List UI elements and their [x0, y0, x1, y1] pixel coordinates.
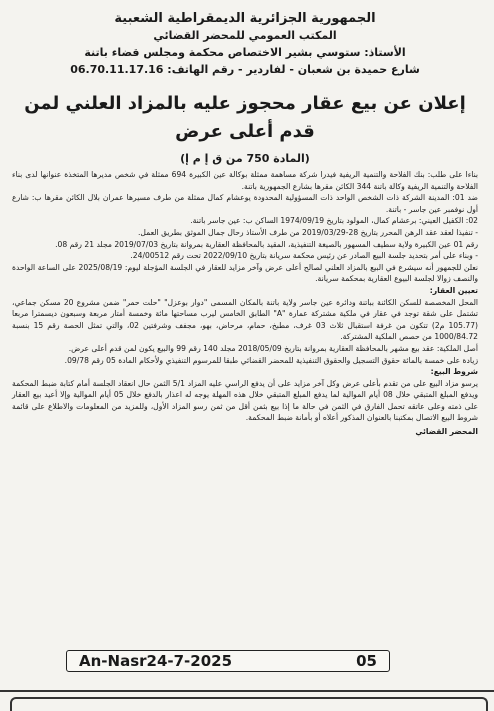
- section-label: شروط البيع:: [430, 367, 478, 377]
- next-notice-frame: [10, 697, 488, 711]
- notice-title: إعلان عن بيع عقار محجوز عليه بالمزاد العلني لمن قدم أعلى عرض: [24, 93, 466, 142]
- notice-header: [8, 10, 482, 78]
- office-line: المكتب العمومي للمحضر القضائي: [153, 29, 337, 42]
- body-paragraph: 02: الكفيل العيني: برعشام كمال، المولود بتاريخ 1974/09/19 الساكن ب: عين جاسر باتنة.: [190, 216, 478, 226]
- body-paragraph: - تنفيذا لعقد عقد الرهن المحرر بتاريخ 28-2019/03/29 من طرف الأستاذ رحال جمال الموثق بطريق العمل.: [138, 227, 478, 237]
- newspaper-name-date: An-Nasr24-7-2025: [79, 652, 233, 670]
- body-paragraph: أصل الملكية: عقد بيع مشهر بالمحافظة العقارية بمروانة بتاريخ 2018/05/09 مجلد 140 رقم 99 والبيع يكون لمن قدم أعلى عرض.: [68, 343, 478, 353]
- signature-label: المحضر القضائي: [415, 427, 478, 437]
- bailiff-line: الأستاذ: ستوسي بشير الاختصاص محكمة ومجلس قضاء باتنة: [84, 46, 406, 59]
- legal-notice: [8, 10, 482, 650]
- body-paragraph: - وبناء على أمر بتحديد جلسة البيع الصادر عن رئيس محكمة سريانة بتاريخ 2022/09/10 تحت رقم 24/00512.: [130, 251, 478, 261]
- section-label: تعيين العقار:: [429, 285, 478, 295]
- republic-line: الجمهورية الجزائرية الديمقراطية الشعبية: [114, 11, 376, 26]
- body-paragraph: نعلن للجمهور أنه سيشرع في البيع بالمزاد العلني لصالح أعلى عرض وآخر مزايد للعقار في الجلسة المؤجلة ليوم: 2025/08/19 على الساعة الواحدة والنصف زوالا لجلسة البيوع العقارية بمحكمة سريانة.: [12, 262, 478, 284]
- body-paragraph: يرسو مزاد البيع على من تقدم بأعلى عرض وكل آخر مزايد على أن يدفع الراسي عليه المزاد 5/1 الثمن حال انعقاد الجلسة أمام كتابة ضبط المحكمة ويدفع المبلغ المتبقي خلال 08 أيام الموالية لما يدفع المبلغ المتبقي خلال هذه المهلة يوجه له اعذار بالدفع خلال 05 أيام الموالية وإلا أعيد بيع العقار على ذمته وعلى عاتقه تحمل الفارق في الثمن في حالة ما إذا بيع بثمن أقل من ثمن رسو المزاد الأول، وللمزيد من المعلومات والاطلاع على قائمة شروط البيع الاتصال بمكتبنا بالعنوان المذكور أعلاه أو بأمانة ضبط المحكمة.: [12, 378, 478, 423]
- body-paragraph: ضد 01: المدينة الشركة ذات الشخص الواحد ذات المسؤولية المحدودة يوعشام كمال ممثلة من طرف مسيرها عمران بلال الكائن مقرها ب: شارع أول نوفمبر عين جاسر - باتنة.: [12, 193, 478, 214]
- page-number: 05: [356, 652, 377, 670]
- footer-bar: [66, 650, 390, 672]
- body-paragraph: المحل المخصصة للسكن الكائنة بباتنة ودائرة عين جاسر ولاية باتنة بالمكان المسمى "دوار بوعزل" "حلت حمر" ضمن مشروع 20 مسكن جماعي، تشتمل على شقة توجد في عقار في ملكية مشتركة عمارة "A" الطابق الخامس ليرب مساحتها مائة وخمسة أمتار مربعة وسبعون ديسمترا مربعا (105.77 م2) تتكون من غرفة استقبال ثلاث 03 غرف، مطبخ، حمام، مرحاض، بهو، مجفف وشرفتين 02، والتي تمثل الحصة رقم 15 بنسبة 1000/84.72 من حصص الملكية المشتركة.: [12, 297, 478, 342]
- body-paragraph: زيادة على خمسة بالمائة حقوق التسجيل والحقوق التنفيذية للمحضر القضائي طبقا للمرسوم التنفيذي ولأحكام المادة 05 رقم 09/78.: [64, 355, 478, 365]
- body-paragraph: بناءا على طلب: بنك الفلاحة والتنمية الريفية فيدرا شركة مساهمة ممثلة بوكالة عين الكبيرة 694 ممثلة في شخص مديرها المتخذة عنوانها لدى بناء الفلاحة والتنمية الريفية وكالة باتنة 344 الكائن مقرها بشارع الجمهورية باتنة.: [12, 170, 478, 191]
- address-line: شارع حميدة بن شعبان - لفاردير - رقم الهاتف: 06.70.11.17.16: [70, 63, 420, 76]
- body-paragraph: رقم 01 عين الكبيرة ولاية سطيف المسهور بالصيغة التنفيذية، المقيد بالمحافظة العقارية بمروانة بتاريخ 2019/07/03 مجلد 21 رقم 08.: [55, 239, 478, 249]
- article-reference: (المادة 750 من ق إ م إ): [180, 152, 310, 165]
- notice-body: [8, 169, 482, 438]
- divider: [0, 690, 494, 692]
